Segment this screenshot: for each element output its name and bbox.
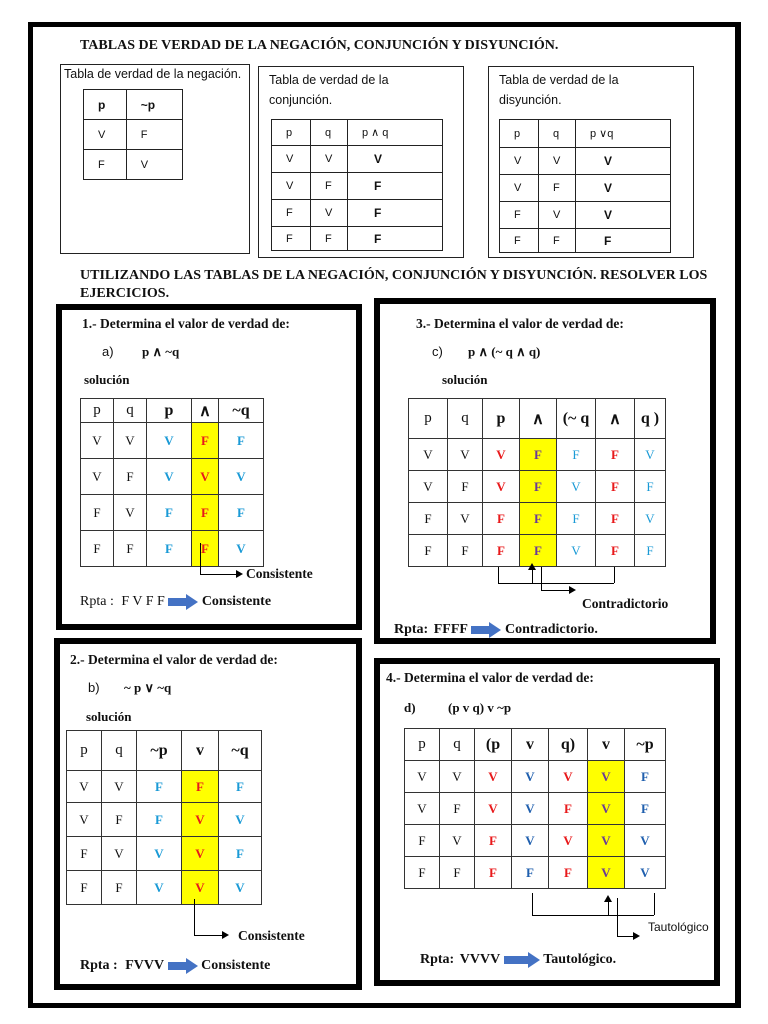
exercise-1-title: 1.- Determina el valor de verdad de: xyxy=(82,316,290,331)
table-header: p xyxy=(81,399,114,423)
table-cell: V xyxy=(84,120,127,150)
table-cell: F xyxy=(147,531,192,567)
table-cell: F xyxy=(67,837,102,871)
table-cell: F xyxy=(114,459,147,495)
table-cell: V xyxy=(67,803,102,837)
arrow-up-icon xyxy=(528,563,536,570)
main-title: TABLAS DE VERDAD DE LA NEGACIÓN, CONJUNCIÓN Y DISYUNCIÓN. xyxy=(80,38,559,53)
table-header: p xyxy=(147,399,192,423)
table-cell: V xyxy=(102,837,137,871)
table-cell: F xyxy=(512,857,549,889)
table-header: p xyxy=(409,399,448,439)
exercise-4-item: d) xyxy=(404,700,416,715)
table-cell: F xyxy=(520,471,557,503)
table-cell: V xyxy=(311,146,348,173)
table-cell: F xyxy=(635,471,666,503)
table-cell: V xyxy=(182,871,219,905)
table-cell: V xyxy=(625,825,666,857)
table-cell: V xyxy=(635,503,666,535)
table-header: q xyxy=(448,399,483,439)
conjunction-box xyxy=(258,66,464,258)
table-header: p xyxy=(272,120,311,146)
table-cell: V xyxy=(576,202,671,229)
table-cell: F xyxy=(219,495,264,531)
table-cell: F xyxy=(348,227,443,251)
negation-box xyxy=(60,64,250,254)
table-cell: V xyxy=(182,803,219,837)
table-cell: V xyxy=(635,439,666,471)
disjunction-title-line2: disyunción. xyxy=(499,93,562,107)
table-header: ~q xyxy=(219,731,262,771)
table-cell: F xyxy=(67,871,102,905)
answer-label: Rpta: xyxy=(420,952,455,968)
answer-value: FVVV xyxy=(125,958,165,974)
exercise-2-item: b) xyxy=(88,680,100,695)
exercise-3-answer xyxy=(394,622,598,638)
table-cell: V xyxy=(440,825,475,857)
table-cell: V xyxy=(500,148,539,175)
exercise-1-solution-label: solución xyxy=(84,372,130,387)
exercise-2-note: Consistente xyxy=(238,928,305,943)
exercise-3-item: c) xyxy=(432,344,443,359)
arrow-connector xyxy=(194,899,195,935)
table-cell: F xyxy=(576,229,671,253)
bracket-line xyxy=(532,915,654,916)
table-cell: V xyxy=(512,761,549,793)
table-header: p xyxy=(67,731,102,771)
table-cell: V xyxy=(483,471,520,503)
table-cell: F xyxy=(596,471,635,503)
table-cell: F xyxy=(182,771,219,803)
table-cell: F xyxy=(596,503,635,535)
arrow-head-icon xyxy=(222,931,229,939)
exercise-4-formula: (p v q) v ~p xyxy=(448,700,512,715)
bracket-line xyxy=(532,568,533,584)
table-cell: V xyxy=(126,150,182,180)
arrow-connector xyxy=(541,567,542,590)
table-cell: F xyxy=(409,535,448,567)
answer-result: Consistente xyxy=(201,958,271,974)
table-cell: F xyxy=(137,803,182,837)
bracket-line xyxy=(498,583,614,584)
table-cell: F xyxy=(625,761,666,793)
table-cell: F xyxy=(557,439,596,471)
bracket-line xyxy=(614,567,615,583)
table-cell: F xyxy=(192,423,219,459)
table-cell: V xyxy=(576,175,671,202)
answer-result: Contradictorio. xyxy=(504,622,598,638)
table-cell: V xyxy=(539,148,576,175)
exercise-1-note: Consistente xyxy=(246,566,313,581)
answer-value: FFFF xyxy=(433,622,468,638)
bracket-line xyxy=(532,893,533,915)
table-header: v xyxy=(512,729,549,761)
arrow-connector xyxy=(541,590,571,591)
table-cell: V xyxy=(219,871,262,905)
table-header: (p xyxy=(475,729,512,761)
table-cell: F xyxy=(114,531,147,567)
table-cell: V xyxy=(405,793,440,825)
arrow-head-icon xyxy=(569,586,576,594)
table-cell: V xyxy=(102,771,137,803)
table-cell: F xyxy=(539,175,576,202)
answer-result: Tautológico. xyxy=(543,952,617,968)
table-cell: V xyxy=(475,793,512,825)
table-header: ∧ xyxy=(596,399,635,439)
table-cell: V xyxy=(588,761,625,793)
table-cell: F xyxy=(635,535,666,567)
table-cell: F xyxy=(84,150,127,180)
table-cell: F xyxy=(625,793,666,825)
table-header: q xyxy=(539,120,576,148)
bracket-line xyxy=(498,567,499,583)
table-cell: F xyxy=(81,531,114,567)
table-cell: F xyxy=(440,793,475,825)
arrow-connector xyxy=(200,574,238,575)
exercise-3-formula: p ∧ (~ q ∧ q) xyxy=(468,344,541,359)
answer-label: Rpta : xyxy=(80,958,118,974)
table-cell: F xyxy=(192,495,219,531)
exercise-4-answer xyxy=(420,952,616,968)
table-cell: V xyxy=(409,471,448,503)
arrow-head-icon xyxy=(633,932,640,940)
disjunction-box xyxy=(488,66,694,258)
table-cell: F xyxy=(311,173,348,200)
table-header: p xyxy=(84,90,127,120)
table-cell: F xyxy=(219,771,262,803)
table-cell: F xyxy=(102,803,137,837)
negation-table xyxy=(83,89,183,180)
table-cell: V xyxy=(475,761,512,793)
exercise-2-solution-label: solución xyxy=(86,709,132,724)
table-cell: V xyxy=(147,423,192,459)
table-cell: F xyxy=(405,857,440,889)
table-cell: V xyxy=(182,837,219,871)
table-cell: V xyxy=(500,175,539,202)
table-header: q ) xyxy=(635,399,666,439)
table-cell: V xyxy=(448,503,483,535)
answer-result: Consistente xyxy=(201,594,272,610)
table-header: ∧ xyxy=(192,399,219,423)
table-cell: V xyxy=(272,173,311,200)
table-cell: F xyxy=(596,439,635,471)
answer-value: VVVV xyxy=(459,952,501,968)
table-cell: V xyxy=(272,146,311,173)
table-header: p xyxy=(483,399,520,439)
negation-box-title: Tabla de verdad de la negación. xyxy=(64,67,242,81)
disjunction-table xyxy=(499,119,671,253)
disjunction-title-line1: Tabla de verdad de la xyxy=(499,73,619,87)
table-cell: V xyxy=(549,825,588,857)
table-cell: V xyxy=(311,200,348,227)
table-cell: F xyxy=(272,227,311,251)
table-cell: V xyxy=(483,439,520,471)
table-header: q xyxy=(311,120,348,146)
table-cell: V xyxy=(114,423,147,459)
table-cell: V xyxy=(588,825,625,857)
conjunction-table xyxy=(271,119,443,251)
table-cell: V xyxy=(81,423,114,459)
table-cell: F xyxy=(539,229,576,253)
table-cell: F xyxy=(405,825,440,857)
table-cell: F xyxy=(137,771,182,803)
table-cell: F xyxy=(448,471,483,503)
table-header: ~p xyxy=(625,729,666,761)
table-cell: F xyxy=(440,857,475,889)
conjunction-title-line1: Tabla de verdad de la xyxy=(269,73,389,87)
table-cell: V xyxy=(137,871,182,905)
arrow-connector xyxy=(194,935,224,936)
table-cell: V xyxy=(114,495,147,531)
table-cell: V xyxy=(512,793,549,825)
arrow-connector xyxy=(200,543,201,574)
table-cell: F xyxy=(475,825,512,857)
bracket-line xyxy=(654,893,655,915)
table-cell: F xyxy=(549,857,588,889)
table-cell: F xyxy=(219,837,262,871)
table-cell: V xyxy=(219,531,264,567)
answer-value: F V F F xyxy=(121,594,165,610)
table-cell: F xyxy=(549,793,588,825)
exercise-3-note: Contradictorio xyxy=(582,596,669,611)
table-cell: V xyxy=(348,146,443,173)
right-arrow-icon xyxy=(168,594,198,610)
table-cell: F xyxy=(102,871,137,905)
table-cell: F xyxy=(219,423,264,459)
exercise-3-solution-label: solución xyxy=(442,372,488,387)
table-cell: V xyxy=(588,793,625,825)
table-header: p ∨q xyxy=(576,120,671,148)
table-cell: F xyxy=(483,503,520,535)
instructions-line1: UTILIZANDO LAS TABLAS DE LA NEGACIÓN, CONJUNCIÓN Y DISYUNCIÓN. RESOLVER LOS xyxy=(80,268,708,283)
table-cell: F xyxy=(596,535,635,567)
table-cell: F xyxy=(126,120,182,150)
exercise-3-title: 3.- Determina el valor de verdad de: xyxy=(416,316,624,331)
table-cell: V xyxy=(588,857,625,889)
exercise-3-table xyxy=(408,398,666,567)
exercise-1-answer xyxy=(80,594,271,610)
exercise-4-table xyxy=(404,728,666,889)
table-cell: V xyxy=(625,857,666,889)
table-header: v xyxy=(588,729,625,761)
instructions-line2: EJERCICIOS. xyxy=(80,286,170,301)
table-cell: F xyxy=(500,229,539,253)
exercise-1-formula: p ∧ ~q xyxy=(142,344,180,359)
table-header: (~ q xyxy=(557,399,596,439)
table-cell: V xyxy=(448,439,483,471)
arrow-up-icon xyxy=(604,895,612,902)
exercise-1-table xyxy=(80,398,264,567)
exercise-2-title: 2.- Determina el valor de verdad de: xyxy=(70,652,278,667)
table-header: q xyxy=(102,731,137,771)
table-cell: V xyxy=(557,535,596,567)
answer-label: Rpta : xyxy=(80,594,114,610)
table-cell: F xyxy=(348,173,443,200)
table-cell: V xyxy=(192,459,219,495)
arrow-head-icon xyxy=(236,570,243,578)
table-header: ~p xyxy=(126,90,182,120)
table-cell: F xyxy=(557,503,596,535)
bracket-line xyxy=(608,900,609,916)
table-header: v xyxy=(182,731,219,771)
table-cell: F xyxy=(409,503,448,535)
table-header: q xyxy=(440,729,475,761)
table-header: ~p xyxy=(137,731,182,771)
exercise-4-note: Tautológico xyxy=(648,920,709,934)
table-header: p ∧ q xyxy=(348,120,443,146)
table-cell: F xyxy=(147,495,192,531)
conjunction-title-line2: conjunción. xyxy=(269,93,333,107)
table-header: p xyxy=(405,729,440,761)
table-cell: V xyxy=(440,761,475,793)
table-cell: V xyxy=(576,148,671,175)
exercise-2-formula: ~ p ∨ ~q xyxy=(124,680,172,695)
table-cell: V xyxy=(512,825,549,857)
table-cell: F xyxy=(348,200,443,227)
table-cell: V xyxy=(137,837,182,871)
table-header: p xyxy=(500,120,539,148)
table-cell: F xyxy=(483,535,520,567)
table-cell: V xyxy=(67,771,102,803)
table-header: q xyxy=(114,399,147,423)
exercise-2-answer xyxy=(80,958,270,974)
right-arrow-icon xyxy=(504,952,540,968)
table-header: ~q xyxy=(219,399,264,423)
table-header: ∧ xyxy=(520,399,557,439)
exercise-4-title: 4.- Determina el valor de verdad de: xyxy=(386,670,594,685)
table-cell: V xyxy=(81,459,114,495)
table-cell: F xyxy=(448,535,483,567)
answer-label: Rpta: xyxy=(394,622,429,638)
table-cell: V xyxy=(409,439,448,471)
table-cell: V xyxy=(147,459,192,495)
table-cell: V xyxy=(557,471,596,503)
table-cell: V xyxy=(219,803,262,837)
table-cell: V xyxy=(549,761,588,793)
table-cell: F xyxy=(520,535,557,567)
table-cell: F xyxy=(520,439,557,471)
arrow-connector xyxy=(617,898,618,936)
table-cell: F xyxy=(475,857,512,889)
table-cell: V xyxy=(539,202,576,229)
right-arrow-icon xyxy=(471,622,501,638)
exercise-2-table xyxy=(66,730,262,905)
table-cell: F xyxy=(192,531,219,567)
exercise-1-item: a) xyxy=(102,344,114,359)
table-cell: F xyxy=(311,227,348,251)
table-cell: V xyxy=(405,761,440,793)
table-cell: F xyxy=(272,200,311,227)
table-cell: V xyxy=(219,459,264,495)
table-cell: F xyxy=(500,202,539,229)
right-arrow-icon xyxy=(168,958,198,974)
table-header: q) xyxy=(549,729,588,761)
table-cell: F xyxy=(520,503,557,535)
table-cell: F xyxy=(81,495,114,531)
